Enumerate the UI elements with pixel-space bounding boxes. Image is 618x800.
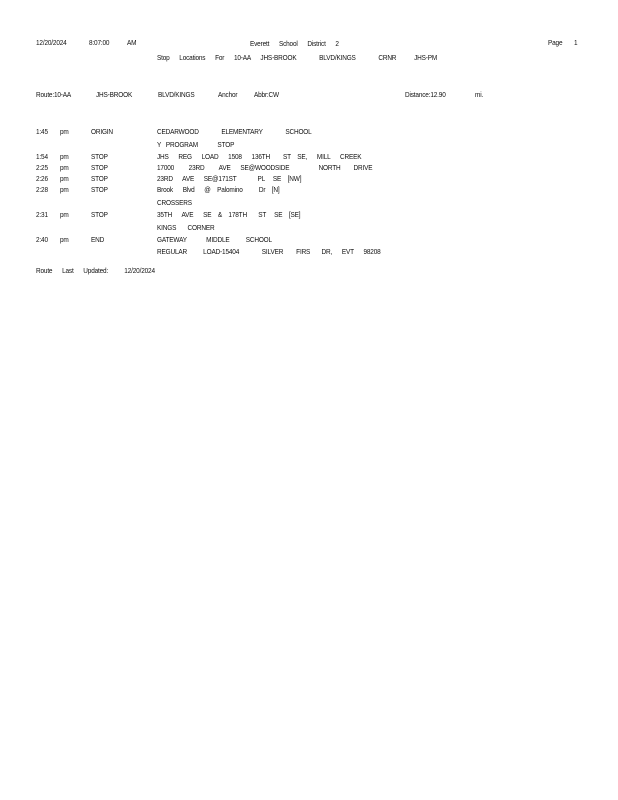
stop-type: STOP bbox=[91, 163, 108, 172]
stop-type: STOP bbox=[91, 185, 108, 194]
route-distance-unit: mi. bbox=[475, 90, 484, 99]
route-anchor: Anchor bbox=[218, 90, 238, 99]
stop-time: 2:31 bbox=[36, 210, 48, 219]
stop-location: CROSSERS bbox=[157, 198, 192, 207]
district-title: Everett School District 2 bbox=[250, 39, 339, 48]
report-time: 8:07:00 bbox=[89, 38, 110, 47]
stop-type: STOP bbox=[91, 152, 108, 161]
stop-location: 23RD AVE SE@171ST PL SE [NW] bbox=[157, 174, 302, 183]
stop-type: END bbox=[91, 235, 105, 244]
route-name: JHS-BROOK bbox=[96, 90, 133, 99]
stop-time: 2:28 bbox=[36, 185, 48, 194]
route-distance: Distance:12.90 bbox=[405, 90, 446, 99]
stop-ampm: pm bbox=[60, 210, 69, 219]
stop-time: 2:40 bbox=[36, 235, 48, 244]
stop-location: Brook Blvd @ Palomino Dr [N] bbox=[157, 185, 280, 194]
stop-type: STOP bbox=[91, 210, 108, 219]
stop-location: JHS REG LOAD 1508 136TH ST SE, MILL CREEK bbox=[157, 152, 362, 161]
stop-time: 2:25 bbox=[36, 163, 48, 172]
stop-time: 1:54 bbox=[36, 152, 48, 161]
stop-location: CEDARWOOD ELEMENTARY SCHOOL bbox=[157, 127, 312, 136]
route-name-2: BLVD/KINGS bbox=[158, 90, 195, 99]
stop-type: STOP bbox=[91, 174, 108, 183]
report-date: 12/20/2024 bbox=[36, 38, 67, 47]
stop-ampm: pm bbox=[60, 163, 69, 172]
stop-location: REGULAR LOAD-15404 SILVER FIRS DR, EVT 98208 bbox=[157, 247, 381, 256]
stop-ampm: pm bbox=[60, 174, 69, 183]
stop-location: KINGS CORNER bbox=[157, 223, 215, 232]
route-label: Route:10-AA bbox=[36, 90, 72, 99]
stop-ampm: pm bbox=[60, 235, 69, 244]
report-ampm: AM bbox=[127, 38, 137, 47]
route-last-updated: Route Last Updated: 12/20/2024 bbox=[36, 266, 155, 275]
page-label: Page bbox=[548, 38, 563, 47]
stop-time: 2:26 bbox=[36, 174, 48, 183]
stop-ampm: pm bbox=[60, 185, 69, 194]
route-abbr: Abbr:CW bbox=[254, 90, 279, 99]
page-number: 1 bbox=[574, 38, 578, 47]
report-subtitle: Stop Locations For 10-AA JHS-BROOK BLVD/KINGS CRNR JHS-PM bbox=[157, 53, 438, 62]
stop-ampm: pm bbox=[60, 127, 69, 136]
stop-time: 1:45 bbox=[36, 127, 48, 136]
stop-location: GATEWAY MIDDLE SCHOOL bbox=[157, 235, 272, 244]
stop-location: 35TH AVE SE & 178TH ST SE [SE] bbox=[157, 210, 301, 219]
stop-type: ORIGIN bbox=[91, 127, 113, 136]
stop-location: Y PROGRAM STOP bbox=[157, 140, 235, 149]
stop-location: 17000 23RD AVE SE@WOODSIDE NORTH DRIVE bbox=[157, 163, 373, 172]
stop-ampm: pm bbox=[60, 152, 69, 161]
